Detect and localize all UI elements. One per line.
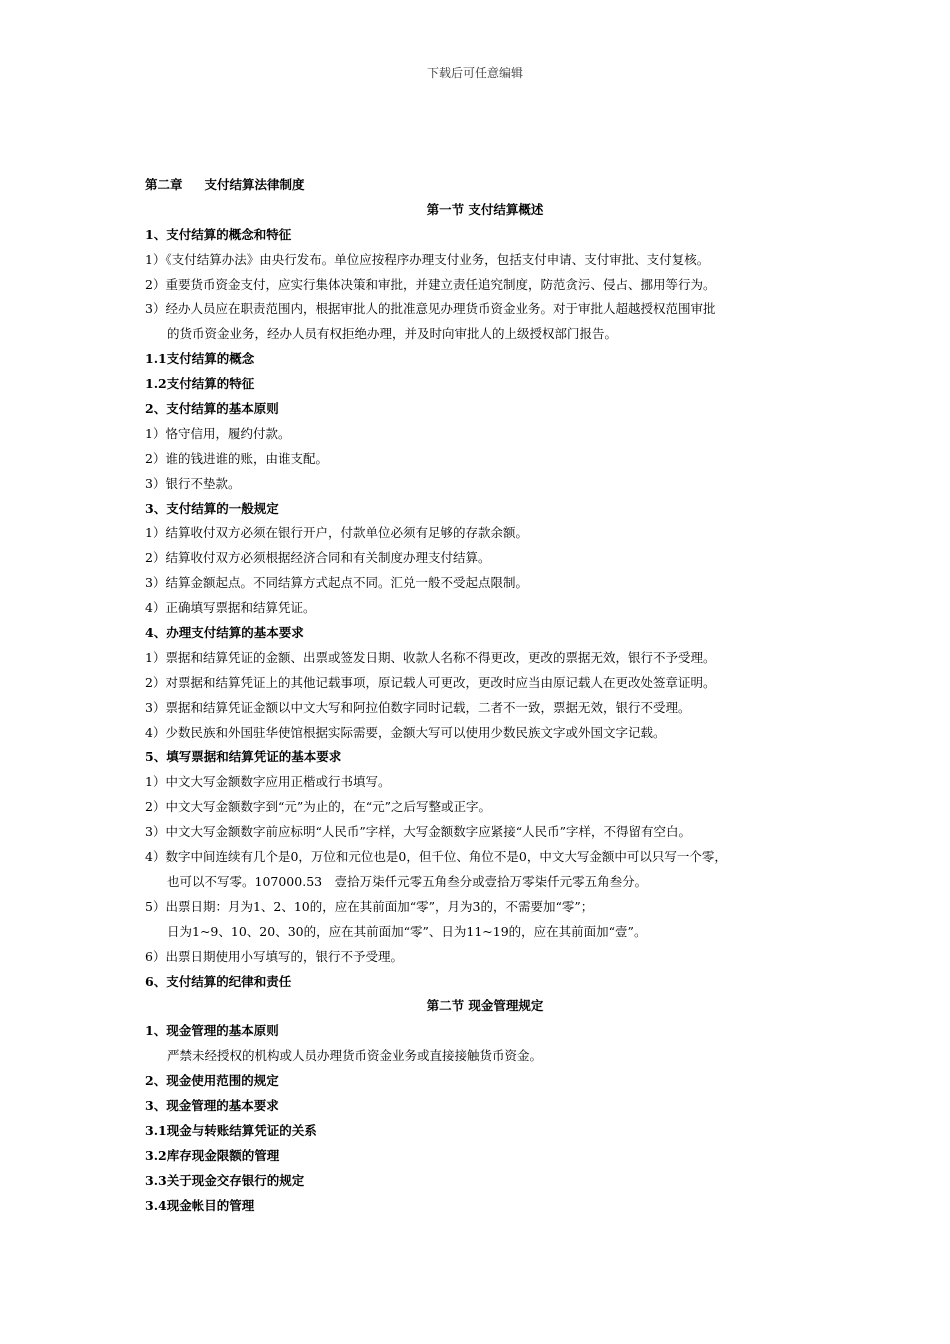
section-heading: 1.2支付结算的特征 (145, 376, 255, 392)
list-item: 4）少数民族和外国驻华使馆根据实际需要，金额大写可以使用少数民族文字或外国文字记载。 (145, 724, 666, 740)
section-heading: 1.1支付结算的概念 (145, 351, 255, 367)
section-heading: 3.2库存现金限额的管理 (145, 1147, 280, 1163)
section-heading: 2、支付结算的基本原则 (145, 401, 279, 417)
list-item: 1）中文大写金额数字应用正楷或行书填写。 (145, 774, 391, 790)
page-header-note: 下载后可任意编辑 (426, 66, 523, 80)
list-item: 1）《支付结算办法》由央行发布。单位应按程序办理支付业务，包括支付申请、支付审批、支付复核。 (145, 251, 710, 267)
list-item: 2）重要货币资金支付，应实行集体决策和审批，并建立责任追究制度，防范贪污、侵占、挪用等行为。 (145, 276, 716, 292)
list-item: 2）结算收付双方必须根据经济合同和有关制度办理支付结算。 (145, 550, 491, 566)
section-heading: 3.3关于现金交存银行的规定 (145, 1172, 305, 1188)
list-item: 6）出票日期使用小写填写的，银行不予受理。 (145, 948, 403, 964)
section-title: 第二节 现金管理规定 (426, 998, 544, 1014)
chapter-title (145, 173, 825, 198)
list-item: 5）出票日期：月为1、2、10的，应在其前面加“零”，月为3的，不需要加“零”； (145, 898, 594, 914)
section-heading: 3、支付结算的一般规定 (145, 500, 279, 516)
section-heading: 2、现金使用范围的规定 (145, 1073, 279, 1089)
list-item: 3）银行不垫款。 (145, 475, 241, 491)
continued-text: 日为1~9、10、20、30的，应在其前面加“零”、日为11~19的，应在其前面加“壹”。 (167, 923, 647, 939)
list-item: 2）对票据和结算凭证上的其他记载事项，原记载人可更改，更改时应当由原记载人在更改处签章证明。 (145, 674, 716, 690)
list-item: 4）数字中间连续有几个是0，万位和元位也是0，但千位、角位不是0，中文大写金额中可以只写一个零， (145, 849, 727, 865)
list-item: 3）结算金额起点。不同结算方式起点不同。汇兑一般不受起点限制。 (145, 575, 528, 591)
list-item: 1）票据和结算凭证的金额、出票或签发日期、收款人名称不得更改，更改的票据无效，银行不予受理。 (145, 649, 716, 665)
list-item: 4）正确填写票据和结算凭证。 (145, 600, 316, 616)
list-item: 1）恪守信用，履约付款。 (145, 425, 291, 441)
continued-text: 的货币资金业务，经办人员有权拒绝办理，并及时向审批人的上级授权部门报告。 (167, 326, 618, 342)
section-heading: 1、现金管理的基本原则 (145, 1023, 279, 1039)
chapter-name: 支付结算法律制度 (204, 177, 305, 192)
list-item: 2）中文大写金额数字到“元”为止的，在“元”之后写整或正字。 (145, 799, 492, 815)
section-heading: 1、支付结算的概念和特征 (145, 226, 292, 242)
section-heading: 3.4现金帐目的管理 (145, 1197, 255, 1213)
section-heading: 3、现金管理的基本要求 (145, 1097, 279, 1113)
section-heading: 4、办理支付结算的基本要求 (145, 625, 304, 641)
list-item: 3）票据和结算凭证金额以中文大写和阿拉伯数字同时记载，二者不一致，票据无效，银行不受理。 (145, 699, 691, 715)
section-heading: 6、支付结算的纪律和责任 (145, 973, 292, 989)
list-item: 2）谁的钱进谁的账，由谁支配。 (145, 450, 328, 466)
list-item: 3）中文大写金额数字前应标明“人民币”字样，大写金额数字应紧接“人民币”字样，不得留有空白。 (145, 824, 692, 840)
continued-text: 严禁未经授权的机构或人员办理货币资金业务或直接接触货币资金。 (167, 1048, 543, 1064)
section-heading: 3.1现金与转账结算凭证的关系 (145, 1122, 317, 1138)
section-heading: 5、填写票据和结算凭证的基本要求 (145, 749, 342, 765)
continued-text: 也可以不写零。107000.53 壹拾万柒仟元零五角叁分或壹拾万零柒仟元零五角叁分。 (167, 873, 648, 889)
document-body (145, 173, 825, 1218)
list-item: 3）经办人员应在职责范围内，根据审批人的批准意见办理货币资金业务。对于审批人超越授权范围审批 (145, 301, 716, 317)
list-item: 1）结算收付双方必须在银行开户，付款单位必须有足够的存款余额。 (145, 525, 528, 541)
chapter-number: 第二章 (145, 177, 183, 192)
section-title: 第一节 支付结算概述 (426, 201, 544, 217)
